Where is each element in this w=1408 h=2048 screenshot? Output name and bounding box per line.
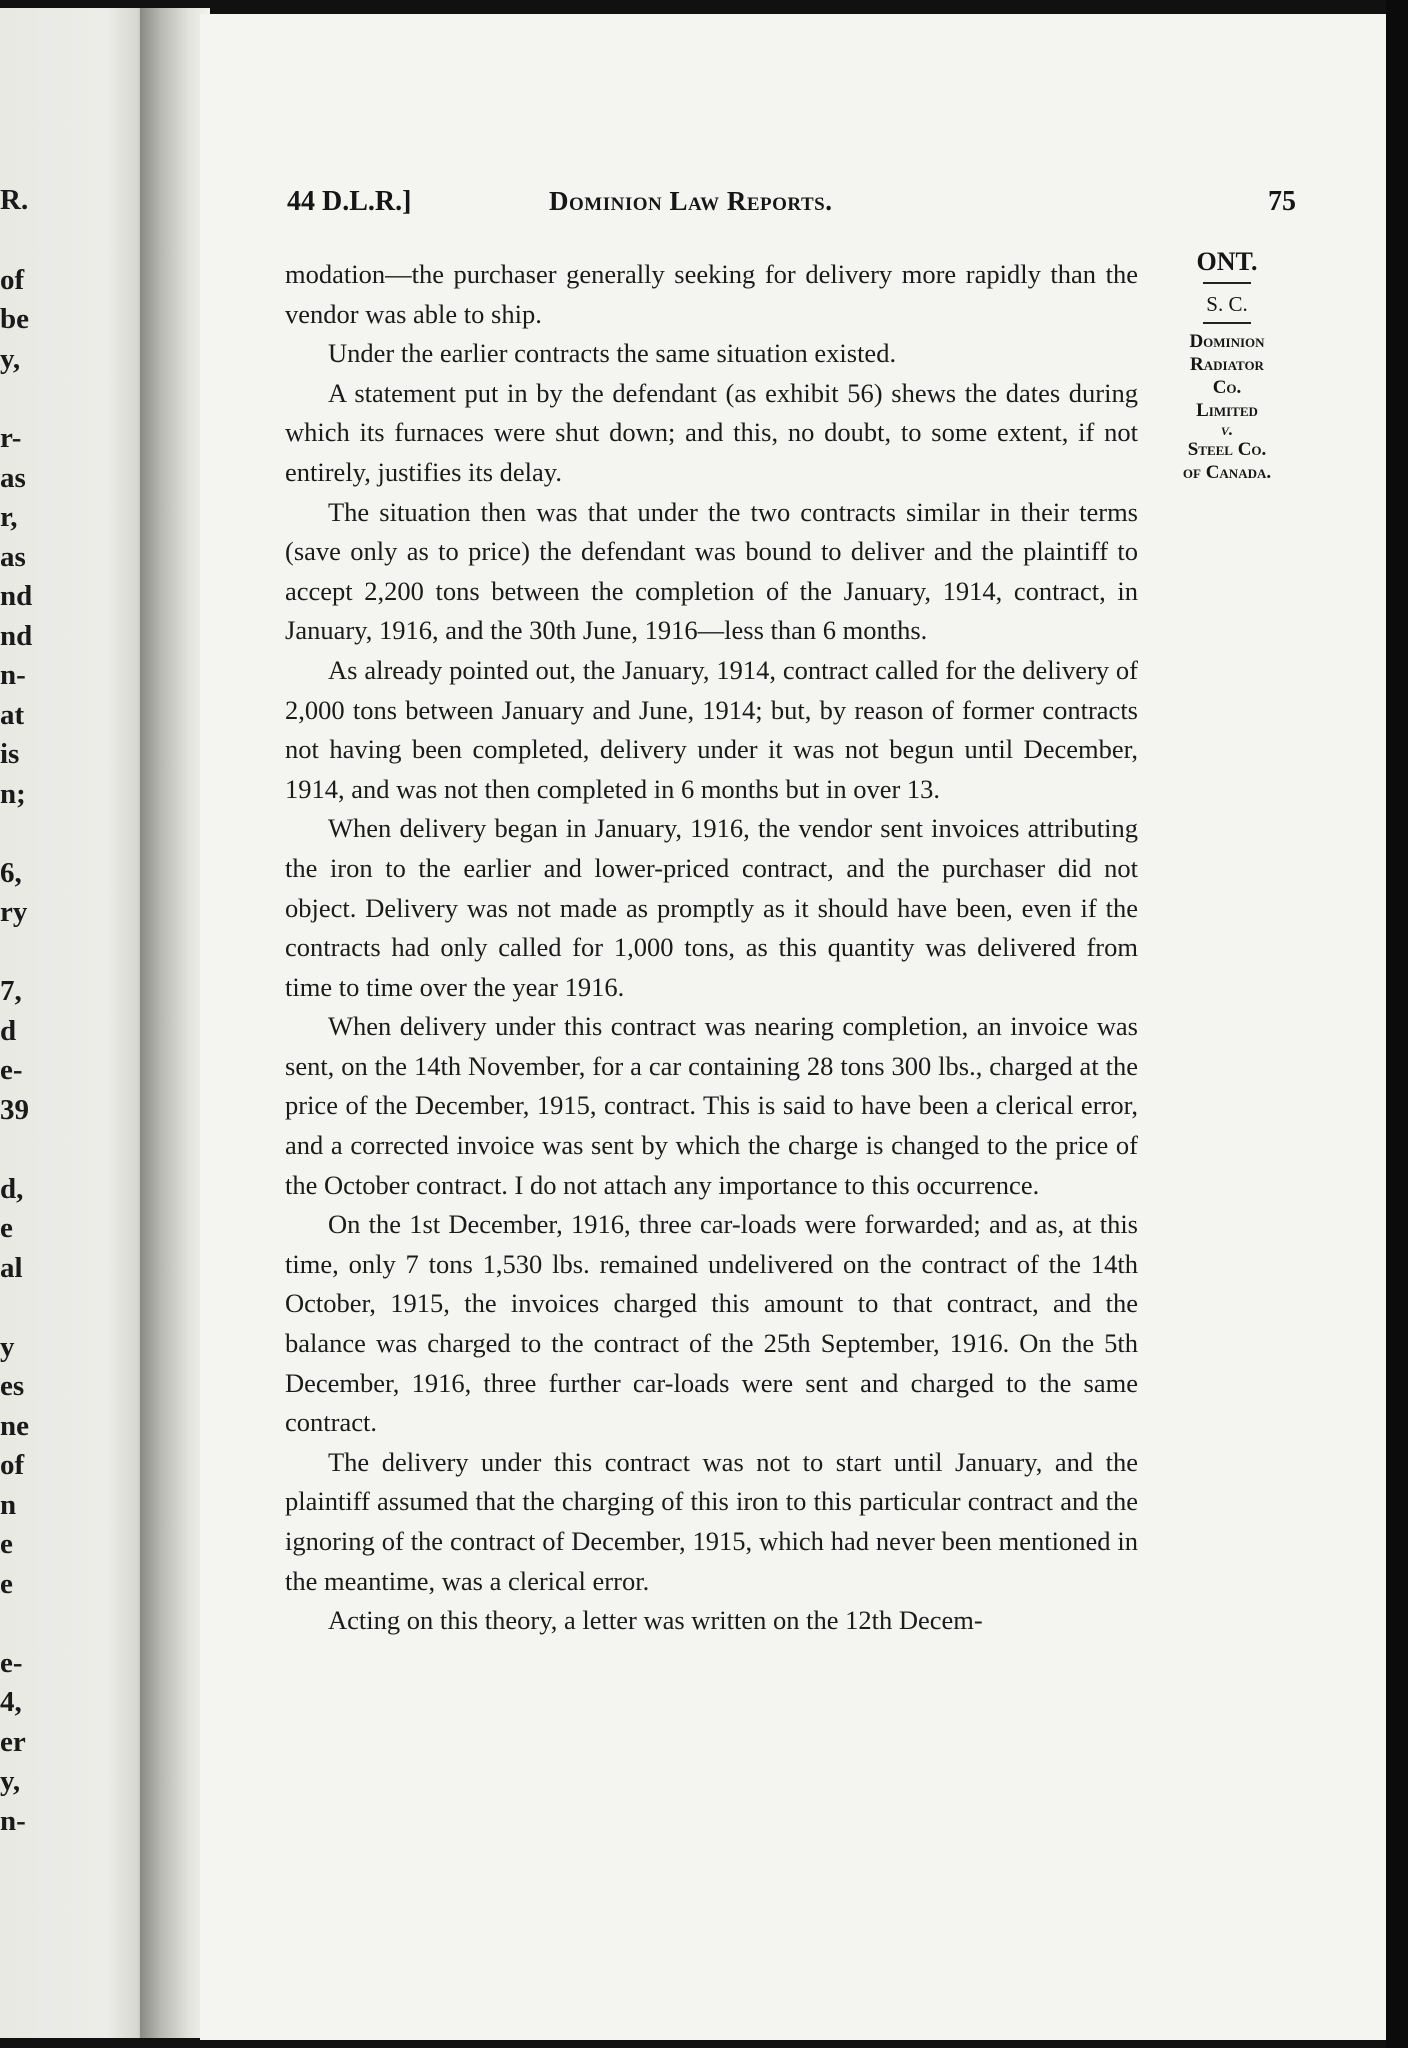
paragraph: When delivery under this contract was nearing completion, an invoice was sent, on the 14th November, for a car containing 28 tons 300 lbs., charged at the price of the December, 1915, contract. This is said to have been a clerical error, and a corrected invoice was sent by which the charge is changed to the price of the October contract. I do not attach any importance to this occurrence. <box>285 1011 1138 1200</box>
paragraph: On the 1st December, 1916, three car-loads were forwarded; and as, at this time, only 7 tons 1,530 lbs. remained undelivered on the contract of the 14th October, 1915, the invoices charged this amount to that contract, and the balance was charged to the contract of the 25th September, 1916. On the 5th December, 1916, three further car-loads were sent and charged to the same contract. <box>285 1209 1138 1438</box>
paragraph: Acting on this theory, a letter was written on the 12th Decem- <box>328 1605 983 1636</box>
paragraph: The situation then was that under the two contracts similar in their terms (save only as to price) the defendant was bound to deliver and the plaintiff to accept 2,200 tons between the completion of the January, 1914, contract, in January, 1916, and the 30th June, 1916—less than 6 months. <box>285 496 1138 646</box>
case-name-line: Co. <box>1212 377 1242 398</box>
left-page-fragment: 7, <box>0 975 22 1007</box>
report-title: Dominion Law Reports. <box>549 186 833 216</box>
left-page-fragment: at <box>0 699 25 731</box>
left-page-fragment: ne <box>0 1410 29 1442</box>
left-page-fragment: n; <box>0 778 26 810</box>
case-sidebar <box>1152 246 1302 484</box>
page-number: 75 <box>1268 186 1296 217</box>
left-page-fragment: is <box>0 738 20 770</box>
sidebar-rule <box>1203 322 1251 324</box>
case-name-line: Radiator <box>1190 354 1264 375</box>
left-page-fragment: d <box>0 1015 17 1047</box>
left-page-fragment: y <box>0 1331 15 1363</box>
case-name-line: Limited <box>1196 400 1258 421</box>
left-page-fragment: 4, <box>0 1686 22 1718</box>
left-page-fragment: r, <box>0 501 18 533</box>
left-page-fragment: e <box>0 1568 13 1600</box>
paragraph: A statement put in by the defendant (as exhibit 56) shews the dates during which its furnaces were shut down; and this, no doubt, to some extent, if not entirely, justifies its delay. <box>285 377 1138 487</box>
left-page-fragment: d, <box>0 1173 24 1205</box>
case-name <box>1152 330 1302 484</box>
left-page-fragment: be <box>0 303 29 335</box>
left-page-fragment: n <box>0 1489 17 1521</box>
left-page-fragment: of <box>0 264 25 296</box>
left-page-fragment: r- <box>0 422 22 454</box>
left-page-fragment: nd <box>0 620 33 652</box>
left-page-fragment: y, <box>0 343 21 375</box>
court-jurisdiction: ONT. <box>1196 247 1258 276</box>
sidebar-rule <box>1203 282 1251 284</box>
left-page-fragment: n- <box>0 1805 26 1837</box>
left-page-fragment: y, <box>0 1765 21 1797</box>
paragraph: modation—the purchaser generally seeking for delivery more rapidly than the vendor was able to ship. <box>285 259 1138 329</box>
left-page-fragment: e- <box>0 1647 23 1679</box>
left-page-fragment: of <box>0 1449 25 1481</box>
left-page-fragment: nd <box>0 580 33 612</box>
left-page-fragment: e- <box>0 1054 23 1086</box>
paragraph: Under the earlier contracts the same situation existed. <box>328 338 897 369</box>
paragraph: When delivery began in January, 1916, the vendor sent invoices attributing the iron to the earlier and lower-priced contract, and the purchaser did not object. Delivery was not made as promptly as it should have been, even if the contracts had only called for 1,000 tons, as this quantity was delivered from time to time over the year 1916. <box>285 813 1138 1002</box>
left-page-fragment: n- <box>0 659 26 691</box>
judgment-text <box>285 255 1138 1641</box>
left-page-fragment: as <box>0 541 26 573</box>
paragraph: The delivery under this contract was not to start until January, and the plaintiff assumed that the charging of this iron to this particular contract and the ignoring of the contract of December, 1915, which had never been mentioned in the meantime, was a clerical error. <box>285 1446 1138 1596</box>
left-page-fragment: R. <box>0 184 29 216</box>
left-page-edge <box>0 8 152 2038</box>
court-division: S. C. <box>1206 292 1248 316</box>
paragraph: As already pointed out, the January, 1914, contract called for the delivery of 2,000 tons between January and June, 1914; but, by reason of former contracts not having been completed, delivery under it was not begun until December, 1914, and was not then completed in 6 months but in over 13. <box>285 654 1138 804</box>
left-page-fragment: e <box>0 1212 13 1244</box>
left-page-fragment: 6, <box>0 857 22 889</box>
volume-reference: 44 D.L.R.] <box>287 186 412 217</box>
left-page-fragment: es <box>0 1370 25 1402</box>
left-page-fragment: al <box>0 1252 23 1284</box>
right-page-edge <box>1386 0 1408 2048</box>
case-name-versus: v. <box>1220 420 1234 439</box>
left-page-fragment: as <box>0 462 26 494</box>
case-name-line: of Canada. <box>1182 462 1272 483</box>
left-page-fragment: ry <box>0 896 28 928</box>
left-page-fragment: er <box>0 1726 26 1758</box>
left-page-fragment: e <box>0 1528 13 1560</box>
case-name-line: Dominion <box>1189 331 1265 352</box>
case-name-line: Steel Co. <box>1187 439 1267 460</box>
running-header <box>0 186 1408 220</box>
left-page-fragment: 39 <box>0 1094 29 1126</box>
